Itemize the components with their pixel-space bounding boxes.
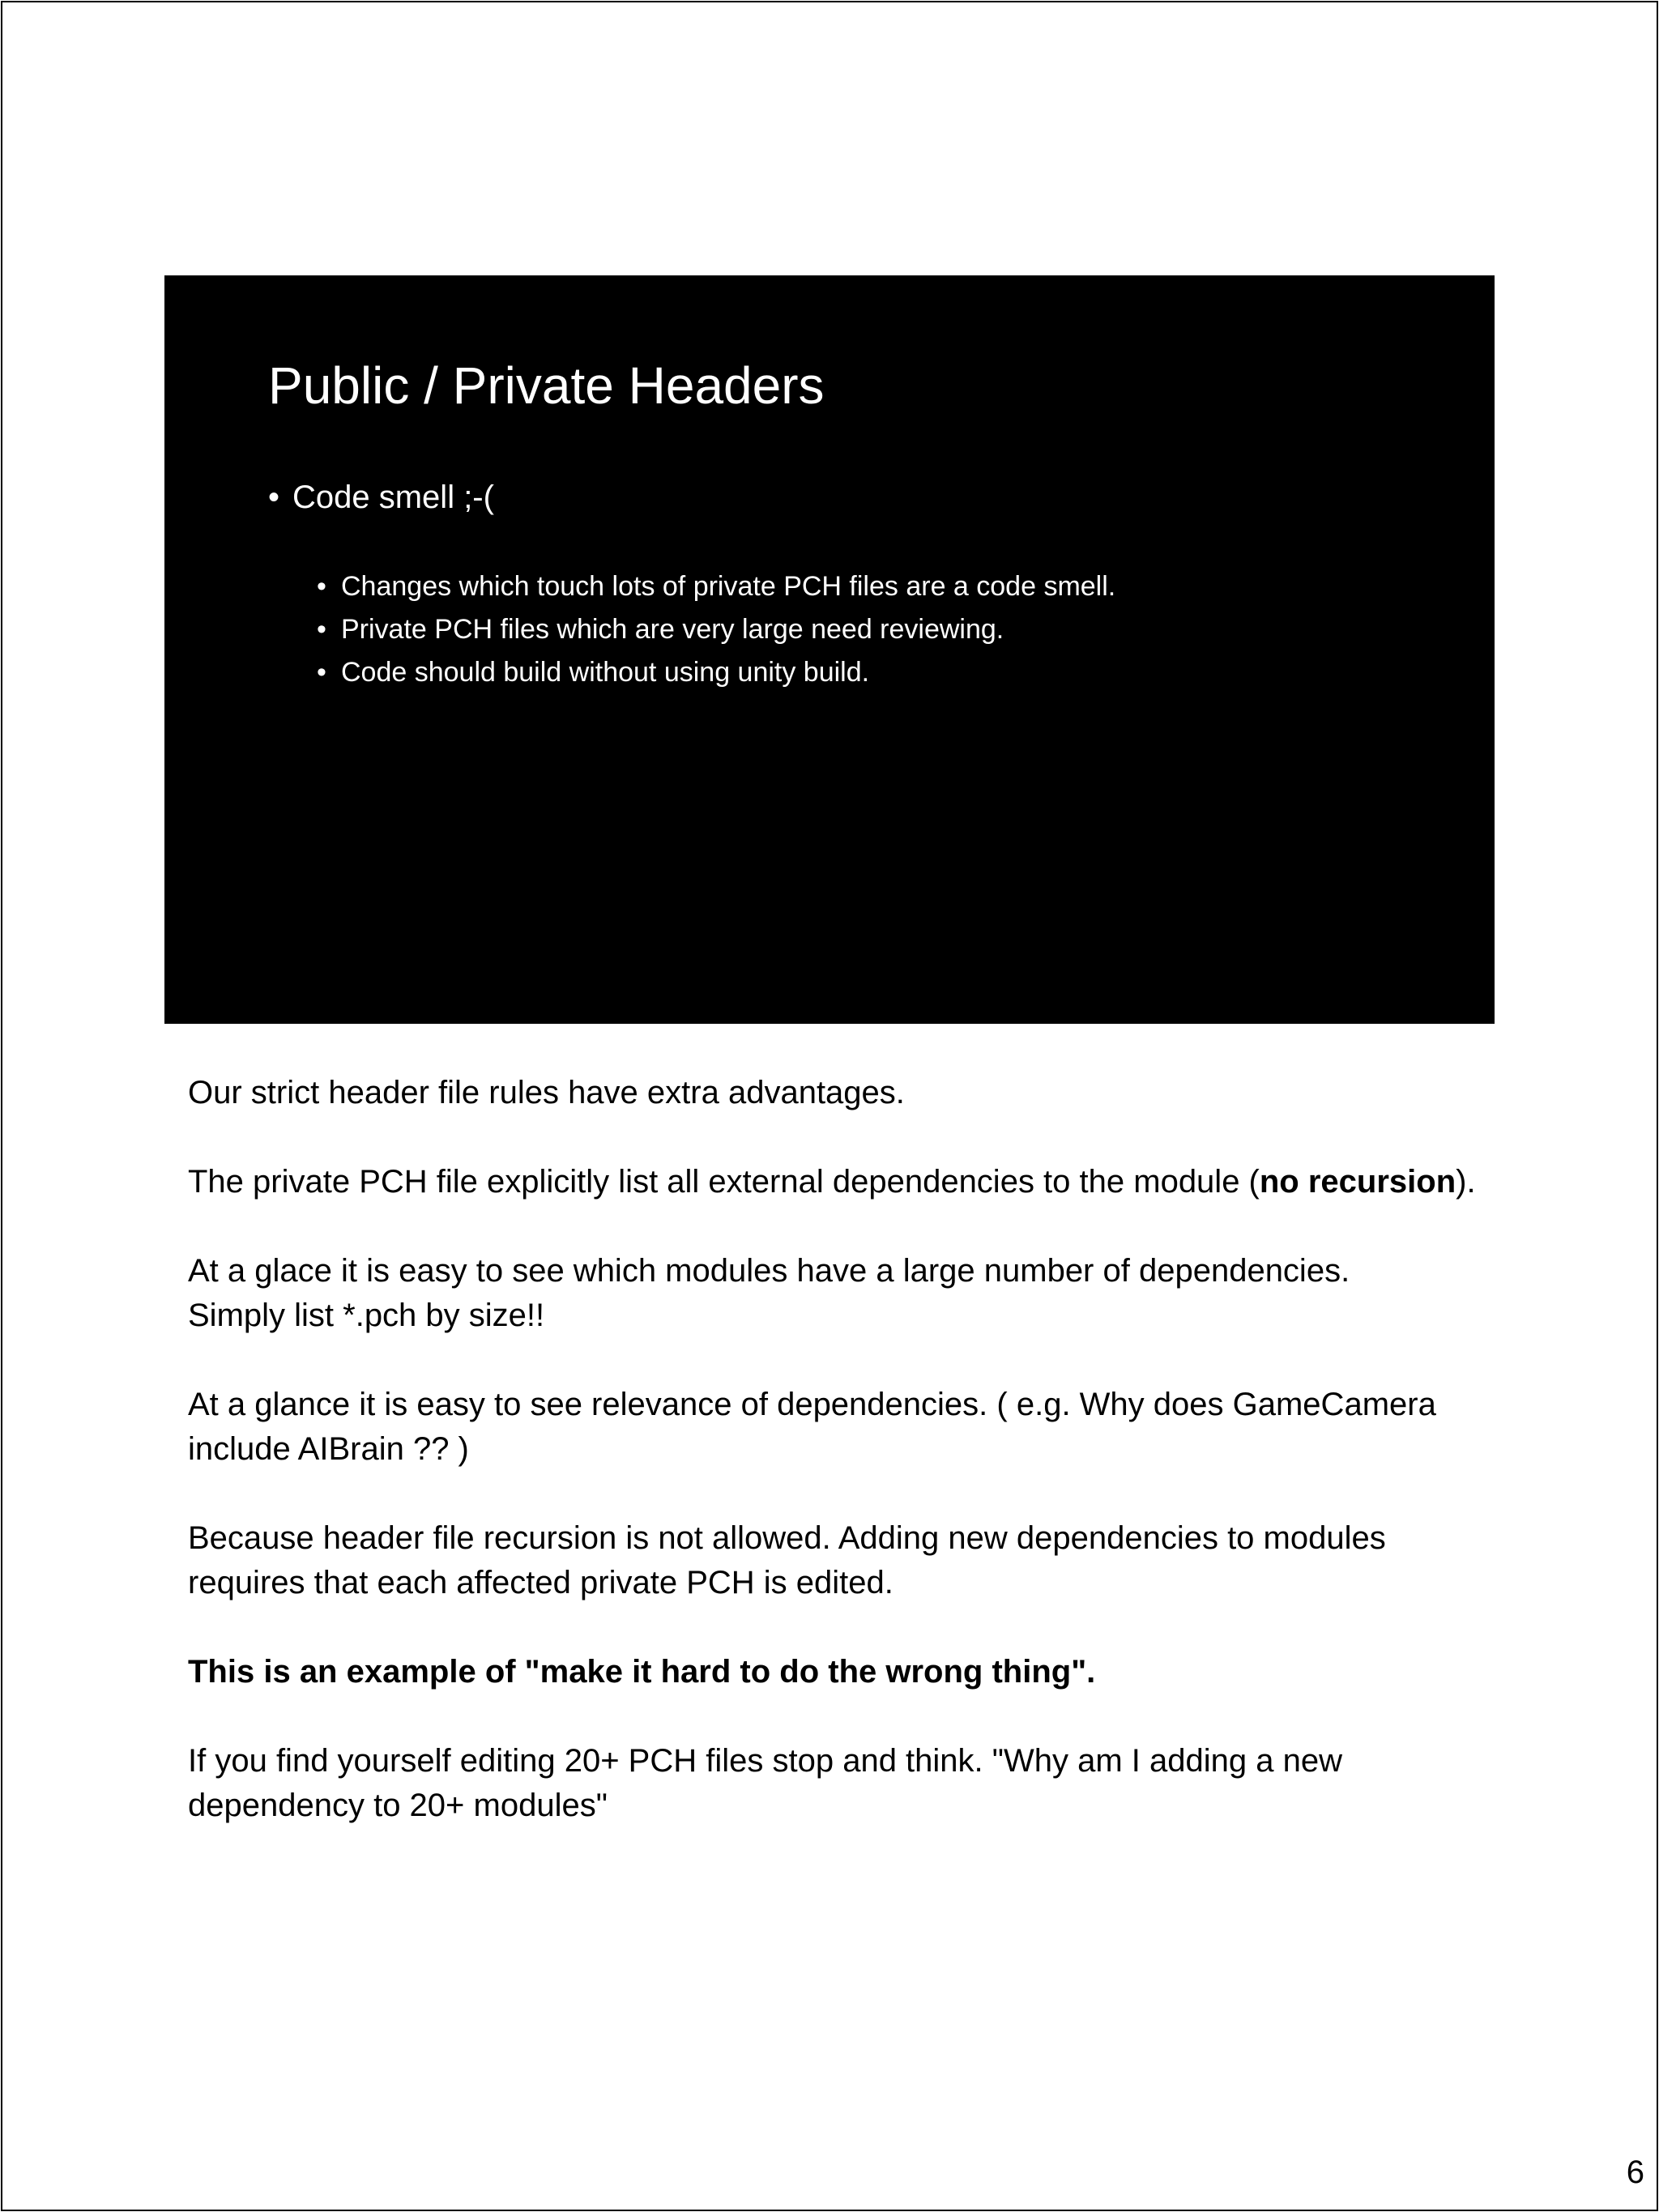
bullet-dot-icon: • (268, 479, 280, 515)
slide-thumbnail (164, 275, 1495, 1024)
slide-bullet (268, 478, 494, 517)
bullet-dot-icon: • (317, 571, 326, 602)
slide-sub-bullet: • Private PCH files which are very large need reviewing. (317, 608, 1115, 651)
notes-bold-text: no recursion (1259, 1164, 1456, 1200)
notes-paragraph: Our strict header file rules have extra advantages. (188, 1075, 905, 1110)
slide-bullet-text: Code smell ;-( (292, 479, 494, 515)
slide-sub-bullet: • Changes which touch lots of private PCH files are a code smell. (317, 565, 1115, 608)
notes-bold-text: This is an example of "make it hard to do the wrong thing". (188, 1654, 1096, 1690)
slide-sub-bullets (317, 565, 1115, 694)
notes-paragraph: If you find yourself editing 20+ PCH files stop and think. "Why am I adding a new dependency to 20+ modules" (188, 1743, 1342, 1823)
notes-paragraph (188, 1650, 1484, 1694)
bullet-dot-icon: • (317, 614, 326, 645)
page-number: 6 (1626, 2154, 1644, 2190)
slide-sub-bullet: • Code should build without using unity build. (317, 651, 1115, 694)
notes-paragraph: The private PCH file explicitly list all external dependencies to the module (no recursion). (188, 1164, 1476, 1200)
notes-paragraph: At a glance it is easy to see relevance of dependencies. ( e.g. Why does GameCamera include AIBrain ?? ) (188, 1387, 1436, 1467)
slide-title: Public / Private Headers (268, 356, 825, 415)
bullet-dot-icon: • (317, 657, 326, 688)
speaker-notes (188, 1071, 1484, 1873)
notes-paragraph: Because header file recursion is not allowed. Adding new dependencies to modules requires that each affected private PCH is edited. (188, 1520, 1386, 1600)
notes-paragraph: At a glace it is easy to see which modules have a large number of dependencies. Simply list *.pch by size!! (188, 1253, 1350, 1333)
